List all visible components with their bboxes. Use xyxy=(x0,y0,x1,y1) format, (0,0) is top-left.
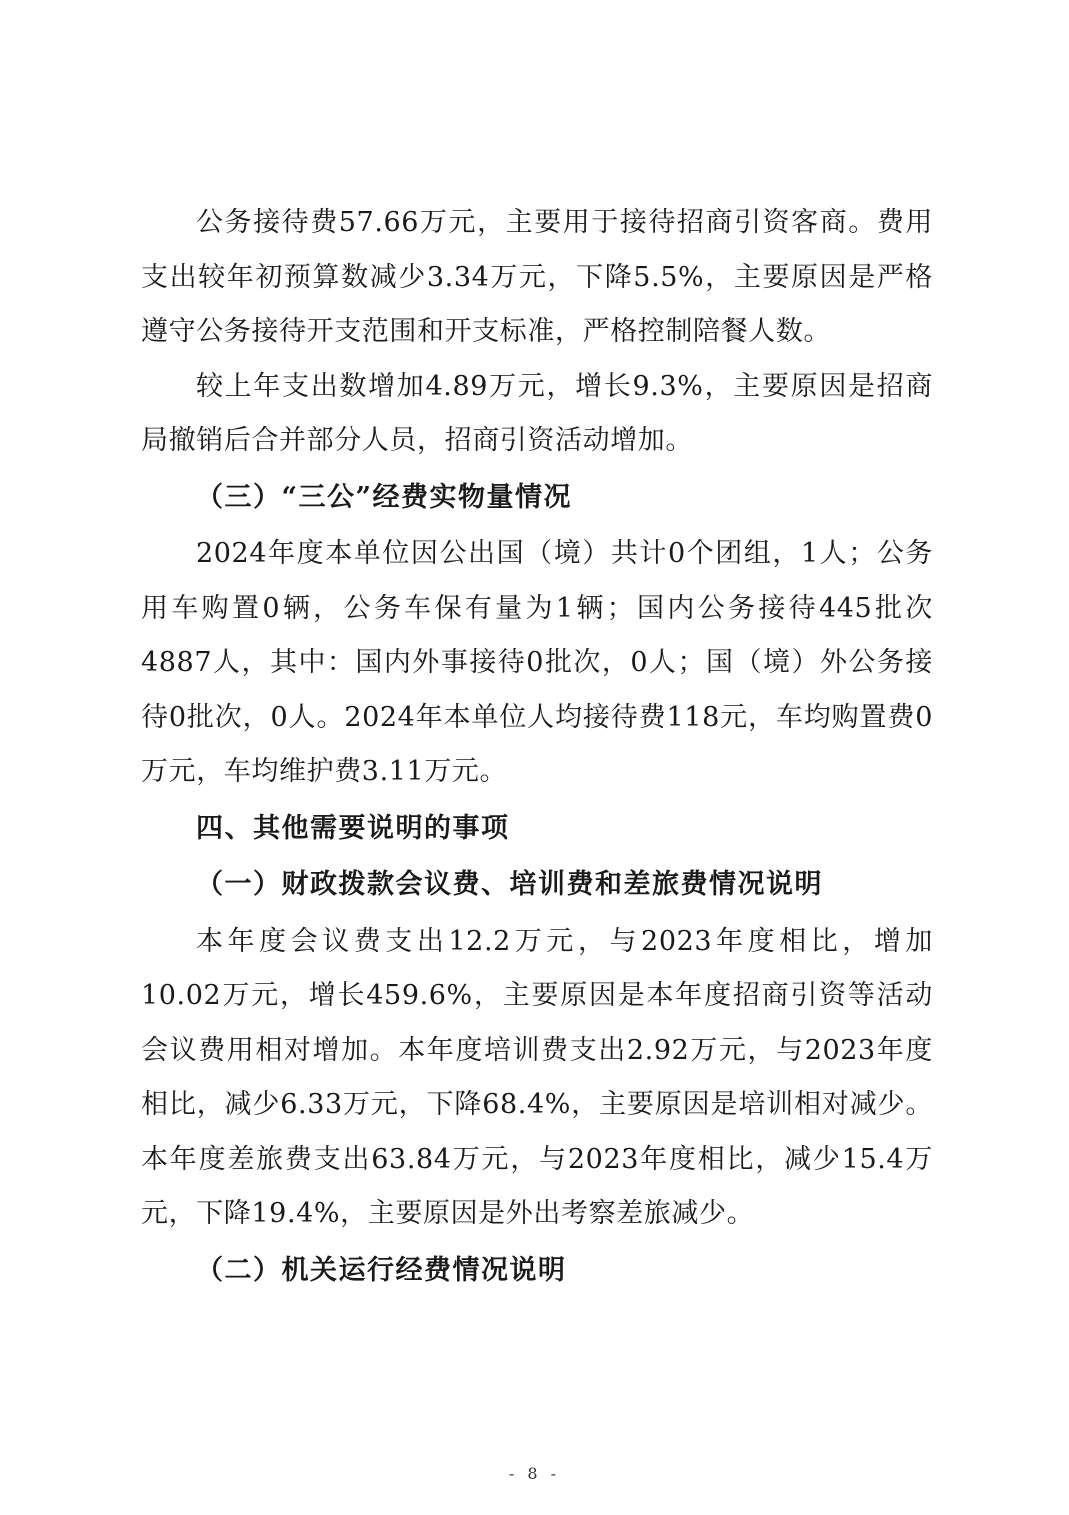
heading-meeting-training-travel: （一）财政拨款会议费、培训费和差旅费情况说明 xyxy=(196,869,823,900)
paragraph-reception-comparison: 较上年支出数增加4.89万元，增长9.3%，主要原因是招商局撤销后合并部分人员，招商引资活动增加。 xyxy=(141,370,933,456)
document-body xyxy=(141,196,933,1300)
paragraph-sangong-physical: 2024年度本单位因公出国（境）共计0个团组，1人；公务用车购置0辆，公务车保有量为1辆；国内公务接待445批次4887人，其中：国内外事接待0批次，0人；国（境）外公务接待0批次，0人。2024年本单位人均接待费118元，车均购置费0万元，车均维护费3.11万元。 xyxy=(141,538,933,787)
heading-sangong-physical: （三）“三公”经费实物量情况 xyxy=(196,481,573,513)
page-number: - 8 - xyxy=(508,1464,561,1483)
paragraph-meeting-training-travel: 本年度会议费支出12.2万元，与2023年度相比，增加10.02万元，增长459.6%，主要原因是本年度招商引资等活动会议费用相对增加。本年度培训费支出2.92万元，与2023年度相比，减少6.33万元，下降68.4%，主要原因是培训相对减少。本年度差旅费支出63.84万元，与2023年度相比，减少15.4万元，下降19.4%，主要原因是外出考察差旅减少。 xyxy=(141,925,933,1229)
paragraph-reception-expense: 公务接待费57.66万元，主要用于接待招商引资客商。费用支出较年初预算数减少3.34万元，下降5.5%，主要原因是严格遵守公务接待开支范围和开支标准，严格控制陪餐人数。 xyxy=(141,207,933,347)
heading-other-matters: 四、其他需要说明的事项 xyxy=(196,812,510,844)
heading-operating-expenses: （二）机关运行经费情况说明 xyxy=(196,1254,567,1286)
